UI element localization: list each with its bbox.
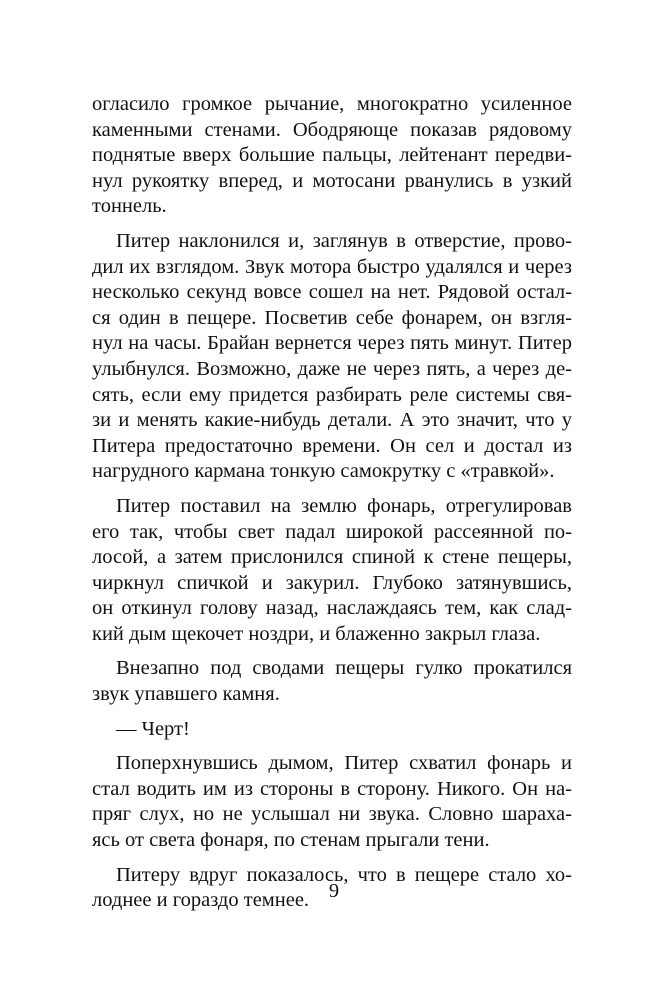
text-line: нул на часы. Брайан вернется через пять минут. Питер: [92, 332, 572, 355]
text-line: его так, чтобы свет падал широкой рассеянной по-: [92, 520, 572, 543]
text-line: Питер наклонился и, заглянув в отверстие, прово-: [116, 229, 572, 252]
text-line: ясь от света фонаря, по стенам прыгали тени.: [92, 829, 490, 852]
body-text: [92, 92, 572, 914]
text-line: сять, если ему придется разбирать реле системы свя-: [92, 383, 572, 406]
paragraph-gap: [92, 485, 572, 494]
paragraph: [92, 494, 572, 648]
text-line: стал водить им из стороны в сторону. Никого. Он на-: [92, 777, 572, 800]
paragraph: [92, 229, 572, 485]
text-line: чиркнул спичкой и закурил. Глубоко затянувшись,: [92, 571, 572, 594]
text-line: он откинул голову назад, наслаждаясь тем, как слад-: [92, 597, 572, 620]
paragraph-gap: [92, 854, 572, 863]
text-line: улыбнулся. Возможно, даже не через пять, а через де-: [92, 357, 572, 380]
text-line: Поперхнувшись дымом, Питер схватил фонарь и: [116, 752, 572, 775]
paragraph: [92, 92, 572, 220]
text-line: зи и менять какие-нибудь детали. А это значит, что у: [92, 409, 572, 432]
text-line: Питера предостаточно времени. Он сел и достал из: [92, 434, 572, 457]
text-line: Внезапно под сводами пещеры гулко прокатился: [116, 657, 572, 680]
text-line: звук упавшего камня.: [92, 683, 280, 706]
paragraph-gap: [92, 708, 572, 717]
paragraph: [92, 751, 572, 853]
text-line: Питеру вдруг показалось, что в пещере стало хо-: [116, 863, 572, 886]
text-line: дил их взглядом. Звук мотора быстро удалялся и через: [92, 255, 572, 278]
text-line: каменными стенами. Ободряюще показав рядовому: [92, 118, 572, 141]
dialogue-line: [92, 717, 572, 743]
page-number: 9: [328, 880, 340, 902]
text-line: нагрудного кармана тонкую самокрутку с «травкой».: [92, 460, 555, 483]
text-line: лоднее и гораздо темнее.: [92, 889, 310, 912]
text-line: ся один в пещере. Посветив себе фонарем, он взгля-: [92, 306, 572, 329]
text-line: несколько секунд вовсе сошел на нет. Рядовой остал-: [92, 281, 572, 304]
paragraph: [92, 656, 572, 707]
paragraph-gap: [92, 220, 572, 229]
text-line: поднятые вверх большие пальцы, лейтенант передви-: [92, 144, 572, 167]
text-line: нул рукоятку вперед, и мотосани рванулись в узкий: [92, 169, 572, 192]
text-line: огласило громкое рычание, многократно усиленное: [92, 93, 572, 115]
text-line: кий дым щекочет ноздри, и блаженно закрыл глаза.: [92, 622, 541, 645]
text-line: тоннель.: [92, 195, 167, 218]
text-line: — Черт!: [116, 717, 190, 740]
text-line: Питер поставил на землю фонарь, отрегулировав: [116, 494, 572, 517]
paragraph-gap: [92, 647, 572, 656]
text-line: лосой, а затем прислонился спиной к стене пещеры,: [92, 546, 572, 569]
text-line: пряг слух, но не услышал ни звука. Словно шараха-: [92, 803, 572, 826]
paragraph-gap: [92, 742, 572, 751]
